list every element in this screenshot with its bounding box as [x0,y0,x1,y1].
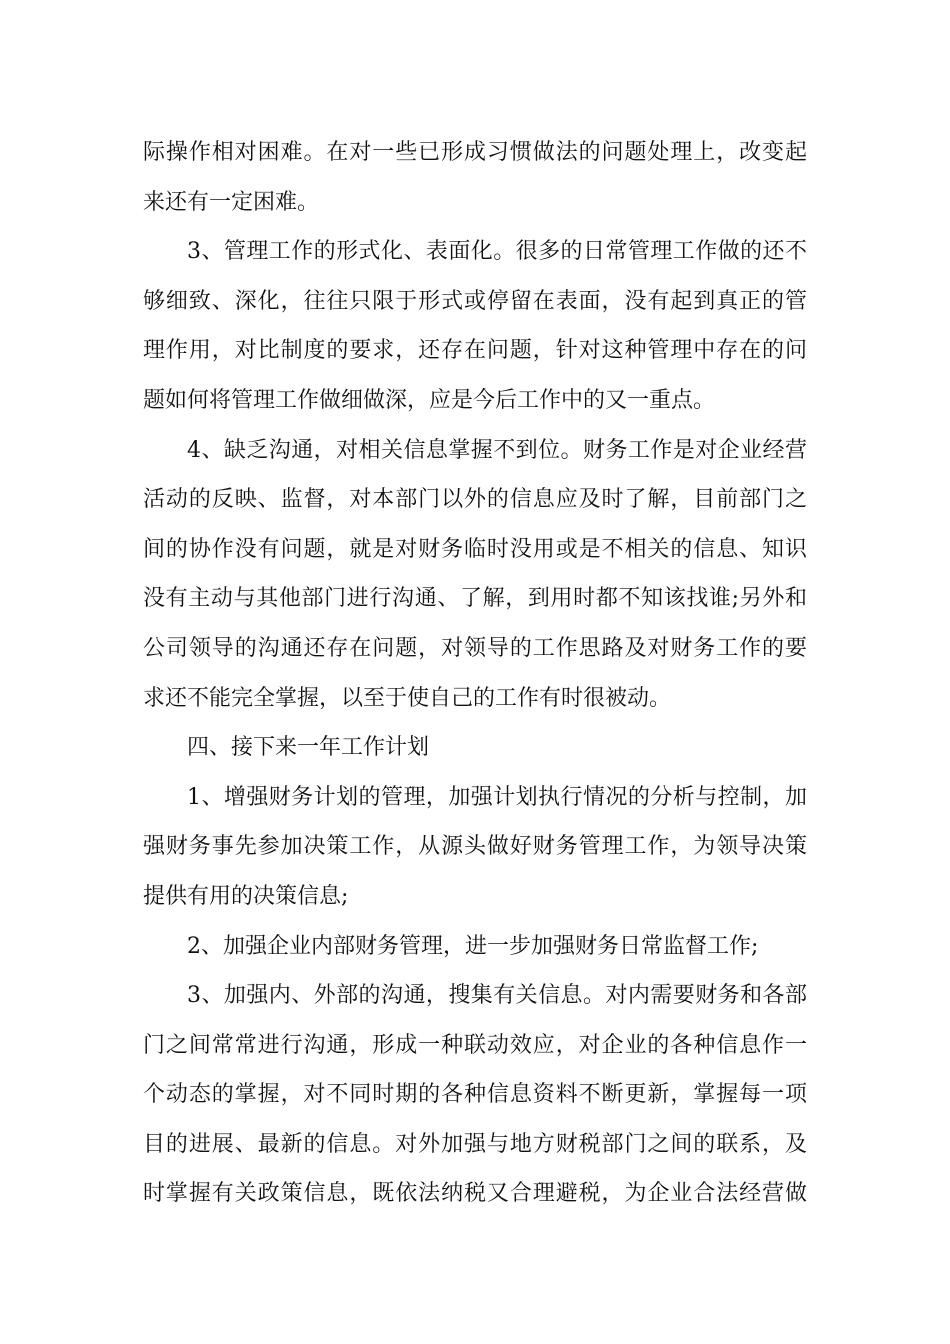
text-line: 目的进展、最新的信息。对外加强与地方财税部门之间的联系，及 [143,1131,807,1157]
paragraph-first-line: 2、加强企业内部财务管理，进一步加强财务日常监督工作; [187,933,759,959]
paragraph-first-line: 4、缺乏沟通，对相关信息掌握不到位。财务工作是对企业经营 [187,437,807,463]
text-line: 间的协作没有问题，就是对财务临时没用或是不相关的信息、知识 [143,536,807,562]
text-line: 提供有用的决策信息; [143,883,349,909]
text-line: 理作用，对比制度的要求，还存在问题，针对这种管理中存在的问 [143,338,807,364]
text-line: 题如何将管理工作做细做深，应是今后工作中的又一重点。 [143,387,716,413]
text-line: 时掌握有关政策信息，既依法纳税又合理避税，为企业合法经营做 [143,1181,807,1207]
paragraph-first-line: 3、加强内、外部的沟通，搜集有关信息。对内需要财务和各部 [187,983,807,1009]
text-line: 没有主动与其他部门进行沟通、了解，到用时都不知该找谁;另外和 [143,586,807,612]
text-line: 强财务事先参加决策工作，从源头做好财务管理工作，为领导决策 [143,834,807,860]
text-line: 够细致、深化，往往只限于形式或停留在表面，没有起到真正的管 [143,288,807,314]
paragraph-first-line: 3、管理工作的形式化、表面化。很多的日常管理工作做的还不 [187,239,807,265]
paragraph-first-line: 1、增强财务计划的管理，加强计划执行情况的分析与控制，加 [187,784,807,810]
text-line: 门之间常常进行沟通，形成一种联动效应，对企业的各种信息作一 [143,1032,807,1058]
text-line: 公司领导的沟通还存在问题，对领导的工作思路及对财务工作的要 [143,635,807,661]
body-text [143,128,807,1219]
section-heading: 四、接下来一年工作计划 [187,735,430,761]
text-line: 个动态的掌握，对不同时期的各种信息资料不断更新，掌握每一项 [143,1082,807,1108]
text-line: 来还有一定困难。 [143,189,320,215]
text-line: 求还不能完全掌握，以至于使自己的工作有时很被动。 [143,685,672,711]
text-line: 活动的反映、监督，对本部门以外的信息应及时了解，目前部门之 [143,487,807,513]
text-line: 际操作相对困难。在对一些已形成习惯做法的问题处理上，改变起 [143,140,807,165]
